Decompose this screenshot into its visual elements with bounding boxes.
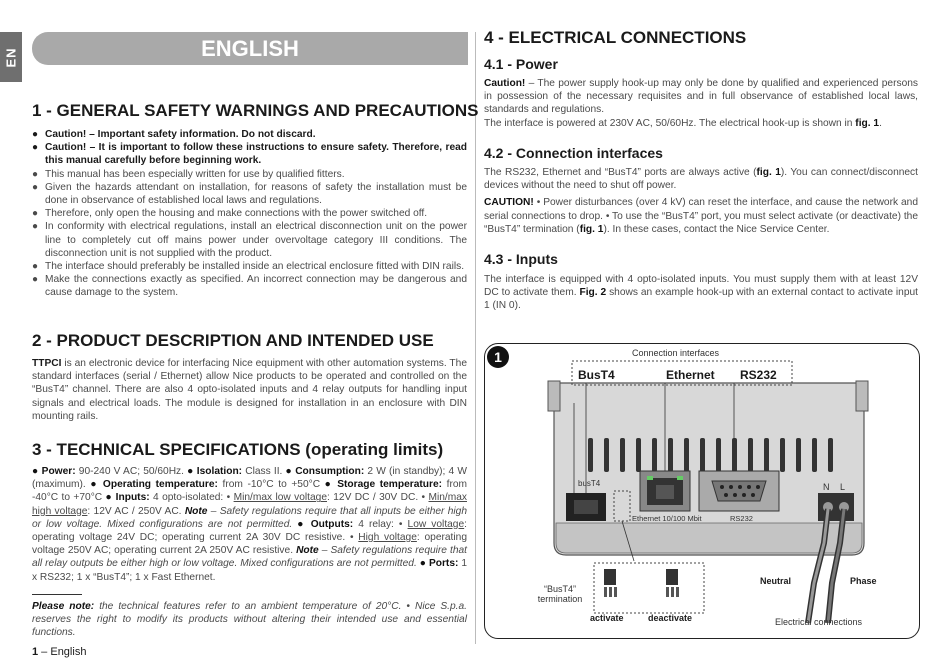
inputs-text: The interface is equipped with 4 opto-isolated inputs. You must supply them with at least 12V DC to activate them. bbox=[484, 274, 918, 299]
list-item: ● Given the hazards attendant on installation, for reasons of safety the installation must be done in observance of established local laws and regulations. bbox=[32, 181, 467, 207]
page-number-value: 1 bbox=[32, 646, 39, 658]
termination-label-line2: termination bbox=[537, 594, 583, 604]
section-4-3-title: 4.3 - Inputs bbox=[484, 251, 558, 267]
ports-value: 1 x RS232; 1 x “BusT4”; 1 x Fast Ethernet. bbox=[32, 558, 467, 583]
note-label: Note bbox=[296, 545, 319, 557]
consumption-value: 2 W (in standby); 4 W (maximum). bbox=[32, 466, 467, 491]
connection-text-end: ). You can connect/disconnect devices without the need to shut off power. bbox=[484, 167, 918, 192]
language-banner: ENGLISH bbox=[32, 32, 468, 65]
power-value: 90-240 V AC; 50/60Hz. bbox=[75, 466, 188, 477]
safety-warnings-list bbox=[32, 128, 467, 300]
line-terminal-label: L bbox=[840, 482, 846, 492]
outputs-value: 4 relay: • bbox=[353, 518, 408, 530]
note-label: Note bbox=[184, 505, 208, 517]
power-caution-text: – The power supply hook-up may only be done by qualified and experienced persons in possession of the necessary requisites and in full observance of established local laws, standards and regulations. bbox=[484, 78, 918, 116]
section-4-title: 4 - ELECTRICAL CONNECTIONS bbox=[484, 28, 747, 47]
bust4-port-label: busT4 bbox=[578, 479, 601, 488]
period: . bbox=[879, 117, 882, 129]
isolation-label: Isolation: bbox=[196, 466, 243, 477]
language-side-tab bbox=[0, 32, 22, 82]
footnote-text: the technical features refer to an ambient temperature of 20°C. • Nice S.p.a. reserves the right to modify its products without altering their intended use and essential functions. bbox=[32, 601, 467, 639]
page-language: – English bbox=[38, 646, 87, 658]
electrical-connections-label: Electrical connections bbox=[775, 617, 863, 627]
inputs-section-text bbox=[484, 273, 918, 313]
deactivate-label: deactivate bbox=[648, 613, 693, 623]
figure-reference: fig. 1 bbox=[756, 167, 781, 178]
jumper-activate bbox=[604, 569, 617, 597]
footnote bbox=[32, 600, 467, 640]
note-text: – Safety regulations require that all relay outputs be either high or low voltage. Mixed configurations are not permitted. bbox=[32, 545, 467, 570]
low-voltage-value: : operating voltage 24V DC; operating current 2A 30V DC resistive. • bbox=[32, 518, 467, 544]
outputs-label: Outputs: bbox=[310, 518, 354, 530]
language-code: EN bbox=[3, 46, 19, 68]
consumption-label: Consumption: bbox=[295, 466, 365, 477]
list-item: ● In conformity with electrical regulations, install an electrical disconnection unit on the power line to completely cut off mains power under overvoltage category III conditions. The disconnection unit is not supplied with the product. bbox=[32, 220, 467, 260]
product-name: TTPCI bbox=[32, 358, 62, 369]
operating-temp-label: Operating temperature: bbox=[102, 479, 218, 491]
storage-temp-label: Storage temperature: bbox=[337, 479, 443, 491]
activate-label: activate bbox=[590, 613, 624, 623]
device-clip-right bbox=[856, 381, 868, 411]
operating-temp-value: from -10°C to +50°C bbox=[217, 479, 325, 491]
list-item: ● Caution! – Important safety information. Do not discard. bbox=[32, 128, 467, 141]
device-base bbox=[556, 523, 862, 553]
inputs-label: Inputs: bbox=[115, 492, 150, 504]
min-max-low-voltage-value: : 12V DC / 30V DC. • bbox=[327, 492, 429, 504]
jumper-deactivate bbox=[666, 569, 679, 597]
min-max-low-voltage: Min/max low voltage bbox=[233, 492, 328, 504]
ethernet-port-label: Ethernet 10/100 Mbit bbox=[632, 514, 702, 523]
connection-interfaces-label: Connection interfaces bbox=[632, 348, 720, 358]
power-section-text bbox=[484, 77, 918, 130]
product-description-text: is an electronic device for interfacing Nice equipment with other automation systems. The standard interfaces (serial / Ethernet) allow Nice products to be operated and controlled on the “BusT4” channel. There are also 4 opto-isolated inputs and 4 relay outputs for handling input signals and electrical loads. The module is designed for installation in an enclosure with DIN mounting rails. bbox=[32, 358, 467, 422]
figure-number-badge: 1 bbox=[487, 346, 509, 368]
neutral-terminal-label: N bbox=[823, 482, 830, 492]
low-voltage-label: Low voltage bbox=[407, 518, 465, 530]
list-item: ● The interface should preferably be installed inside an electrical enclosure fitted with DIN rails. bbox=[32, 260, 467, 273]
figure-reference: fig. 1 bbox=[855, 117, 880, 129]
footnote-rule bbox=[32, 594, 82, 595]
note-text: – Safety regulations require that all inputs be either high or low voltage. Mixed configurations are not permitted. bbox=[32, 505, 467, 530]
termination-label-line1: “BusT4” bbox=[543, 584, 576, 594]
footnote-label: Please note: bbox=[32, 601, 95, 612]
phase-label: Phase bbox=[850, 576, 877, 586]
min-max-high-voltage: Min/max high voltage bbox=[32, 492, 467, 517]
figure-reference: Fig. 2 bbox=[579, 287, 607, 299]
section-4-1-title: 4.1 - Power bbox=[484, 56, 558, 72]
caution-text: • Power disturbances (over 4 kV) can reset the interface, and cause the network and serial connections to drop. • To use the “BusT4” port, you must select activate (or deactivate) the “BusT4” termination ( bbox=[484, 197, 918, 235]
high-voltage-label: High voltage bbox=[358, 532, 417, 544]
termination-label bbox=[535, 584, 585, 604]
connection-interfaces-text bbox=[484, 166, 918, 236]
section-1-title: 1 - GENERAL SAFETY WARNINGS AND PRECAUTIONS bbox=[32, 101, 479, 120]
ports-label: Ports: bbox=[428, 558, 459, 570]
min-max-high-voltage-value: : 12V AC / 250V AC. bbox=[87, 505, 185, 517]
technical-specifications: ● Power: 90-240 V AC; 50/60Hz. ● Isolation: Class II. ● Consumption: 2 W (in standby); 4 W (maximum). ● Operating temperature: from -10°C to +50°C ● Storage temperature: from -40°C to +70°C ● Inputs: 4 opto-isolated: • Min/max low voltage: 12V DC / 30V DC. • Min/max high voltage: 12V AC / 250V AC. Note – Safety regulations require that all inputs be either high or low voltage. Mixed configurations are not permitted. ● Outputs: 4 relay: • Low voltage: operating voltage 24V DC; operating current 2A 30V DC resistive. • High voltage: operating voltage 250V AC; operating current 2A 250V AC resistive. Note – Safety regulations require that all relay outputs be either high or low voltage. Mixed configurations are not permitted. ● Ports: 1 x RS232; 1 x “BusT4”; 1 x Fast Ethernet. bbox=[32, 466, 468, 583]
ethernet-label: Ethernet bbox=[666, 368, 715, 382]
rs232-label: RS232 bbox=[740, 368, 777, 382]
figure-reference: fig. 1 bbox=[579, 223, 604, 235]
caution-label: Caution! bbox=[484, 78, 526, 89]
list-item: ● Therefore, only open the housing and make connections with the power switched off. bbox=[32, 207, 467, 220]
rs232-port-label: RS232 bbox=[730, 514, 753, 523]
connection-text: The RS232, Ethernet and “BusT4” ports are always active ( bbox=[484, 167, 757, 178]
list-item: ● This manual has been especially written for use by qualified fitters. bbox=[32, 168, 467, 181]
section-2-title: 2 - PRODUCT DESCRIPTION AND INTENDED USE bbox=[32, 331, 434, 350]
caution-label: CAUTION! bbox=[484, 197, 534, 209]
caution-text-end: ). In these cases, contact the Nice Service Center. bbox=[603, 223, 830, 235]
list-item: ● Make the connections exactly as specified. An incorrect connection may be dangerous and cause damage to the system. bbox=[32, 273, 467, 299]
power-text: The interface is powered at 230V AC, 50/60Hz. The electrical hook-up is shown in bbox=[484, 117, 856, 129]
section-3-title: 3 - TECHNICAL SPECIFICATIONS (operating limits) bbox=[32, 440, 444, 459]
device-clip-left bbox=[548, 381, 560, 411]
product-description bbox=[32, 357, 467, 423]
section-4-2-title: 4.2 - Connection interfaces bbox=[484, 145, 663, 161]
bust4-label: BusT4 bbox=[578, 368, 615, 382]
power-label: Power: bbox=[41, 466, 76, 477]
inputs-value: 4 opto-isolated: • bbox=[149, 492, 234, 504]
inputs-text-end: shows an example hook-up with an external contact to activate input 1 (IN 0). bbox=[484, 287, 919, 312]
column-divider bbox=[475, 32, 476, 644]
high-voltage-value: : operating voltage 250V AC; operating current 2A 250V AC resistive. bbox=[32, 532, 467, 557]
page-number bbox=[32, 646, 86, 658]
isolation-value: Class II. bbox=[242, 466, 286, 477]
neutral-label: Neutral bbox=[760, 576, 792, 586]
storage-temp-value: from -40°C to +70°C bbox=[32, 479, 468, 504]
list-item: ● Caution! – It is important to follow these instructions to ensure safety. Therefore, read this manual carefully before beginning work. bbox=[32, 141, 467, 167]
